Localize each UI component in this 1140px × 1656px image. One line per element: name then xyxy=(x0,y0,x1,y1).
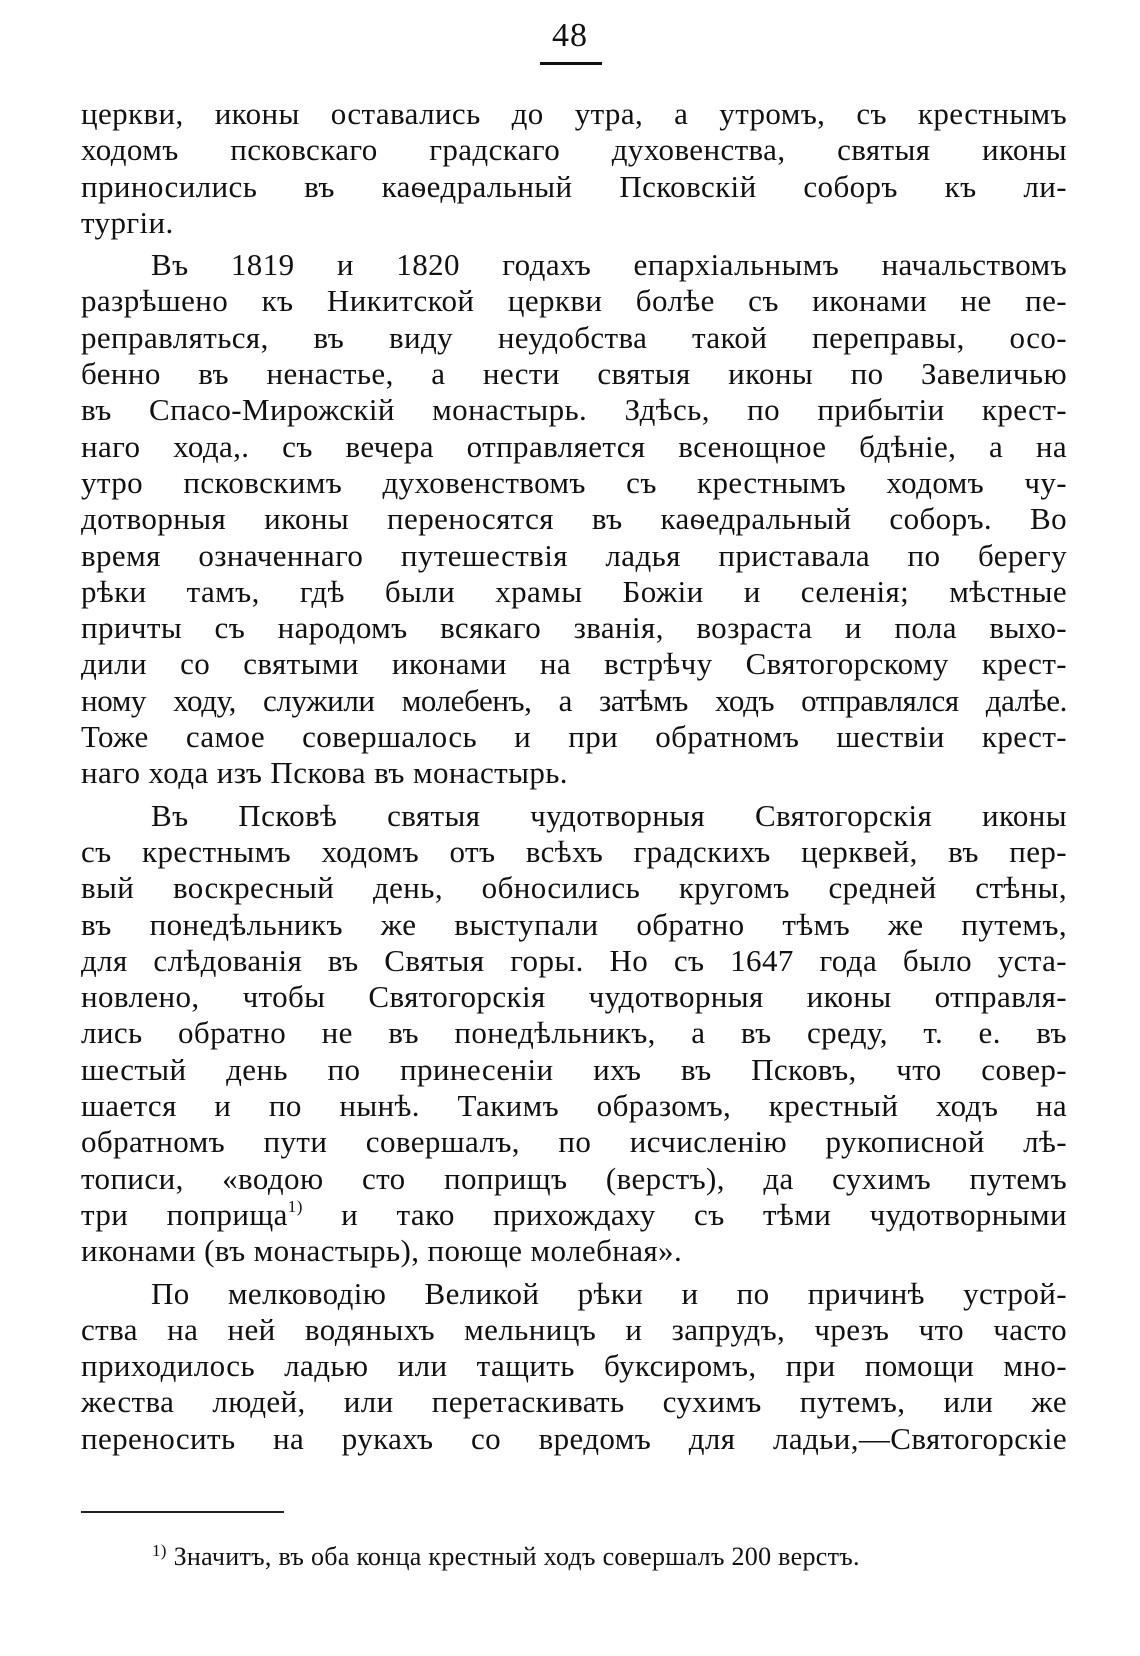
text-line: Тоже самое совершалось и при обратномъ шествіи крест- xyxy=(81,719,1067,755)
page-number-underline xyxy=(540,62,602,65)
footnote xyxy=(152,1541,1067,1573)
text-segment: три поприща xyxy=(81,1196,288,1232)
text-line: ходомъ псковскаго градскаго духовенства, святыя иконы xyxy=(81,132,1067,168)
text-line: По мелководію Великой рѣки и по причинѣ устрой- xyxy=(151,1275,1067,1311)
text-line: приходилось ладью или тащить буксиромъ, при помощи мно- xyxy=(81,1348,1067,1384)
footnote-mark: 1) xyxy=(152,1541,167,1560)
text-line: реправляться, въ виду неудобства такой переправы, осо- xyxy=(81,319,1067,355)
text-line: разрѣшено къ Никитской церкви болѣе съ иконами не пе- xyxy=(81,283,1067,319)
text-line: для слѣдованія въ Святыя горы. Но съ 1647 года было уста- xyxy=(81,942,1067,978)
text-line: причты съ народомъ всякаго званія, возраста и пола выхо- xyxy=(81,610,1067,646)
text-line: тургіи. xyxy=(81,204,174,240)
text-line: съ крестнымъ ходомъ отъ всѣхъ градскихъ церквей, въ пер- xyxy=(81,833,1067,869)
text-line: обратномъ пути совершалъ, по исчисленію рукописной лѣ- xyxy=(81,1124,1067,1160)
text-line: утро псковскимъ духовенствомъ съ крестнымъ ходомъ чу- xyxy=(81,464,1067,500)
text-line-with-footnote xyxy=(81,1197,1067,1233)
text-line: лись обратно не въ понедѣльникъ, а въ среду, т. е. въ xyxy=(81,1015,1067,1051)
text-line: наго хода,. съ вечера отправляется всенощное бдѣніе, а на xyxy=(81,428,1067,464)
text-line: шается и по нынѣ. Такимъ образомъ, крестный ходъ на xyxy=(81,1088,1067,1124)
paragraph xyxy=(81,96,1067,241)
footnote-text: Значитъ, въ оба конца крестный ходъ совершалъ 200 верстъ. xyxy=(166,1542,860,1571)
text-line: ства на ней водяныхъ мельницъ и запрудъ, чрезъ что часто xyxy=(81,1311,1067,1347)
text-line: дили со святыми иконами на встрѣчу Святогорскому крест- xyxy=(81,646,1067,682)
page-number: 48 xyxy=(552,17,588,54)
text-line: церкви, иконы оставались до утра, а утромъ, съ крестнымъ xyxy=(81,96,1067,131)
text-line: тописи, «водою сто поприщъ (верстъ), да сухимъ путемъ xyxy=(81,1160,1067,1196)
text-line: новлено, чтобы Святогорскія чудотворныя иконы отправля- xyxy=(81,979,1067,1015)
text-line: наго хода изъ Пскова въ монастырь. xyxy=(81,755,568,791)
text-line: Въ 1819 и 1820 годахъ епархіальнымъ начальствомъ xyxy=(151,247,1067,283)
text-segment: и тако прихождаху съ тѣми чудотворными xyxy=(302,1196,1067,1232)
footnote-reference: 1) xyxy=(287,1196,303,1216)
text-line: приносились въ каѳедральный Псковскій соборъ къ ли- xyxy=(81,168,1067,204)
text-line: вый воскресный день, обносились кругомъ средней стѣны, xyxy=(81,870,1067,906)
paragraph xyxy=(81,247,1067,791)
text-line: дотворныя иконы переносятся въ каѳедральный соборъ. Во xyxy=(81,501,1067,537)
text-line: время означеннаго путешествія ладья приставала по берегу xyxy=(81,537,1067,573)
paragraph xyxy=(81,798,1067,1270)
text-line: въ понедѣльникъ же выступали обратно тѣмъ же путемъ, xyxy=(81,906,1067,942)
body-text xyxy=(81,96,1067,1457)
text-line: иконами (въ монастырь), поюще молебная». xyxy=(81,1233,683,1269)
paragraph xyxy=(81,1276,1067,1457)
text-line: ному ходу, служили молебенъ, а затѣмъ ходъ отправлялся далѣе. xyxy=(81,682,1067,718)
text-line: рѣки тамъ, гдѣ были храмы Божіи и селенія; мѣстные xyxy=(81,573,1067,609)
text-line: шестый день по принесеніи ихъ въ Псковъ, что совер- xyxy=(81,1051,1067,1087)
text-line: Въ Псковѣ святыя чудотворныя Святогорскія иконы xyxy=(151,797,1067,833)
text-line: жества людей, или перетаскивать сухимъ путемъ, или же xyxy=(81,1384,1067,1420)
text-line: переносить на рукахъ со вредомъ для ладьи,—Святогорскіе xyxy=(81,1420,1067,1456)
text-line: въ Спасо-Мирожскій монастырь. Здѣсь, по прибытіи крест- xyxy=(81,392,1067,428)
footnote-divider xyxy=(81,1511,284,1513)
text-line: бенно въ ненастье, а нести святыя иконы по Завеличью xyxy=(81,356,1067,392)
